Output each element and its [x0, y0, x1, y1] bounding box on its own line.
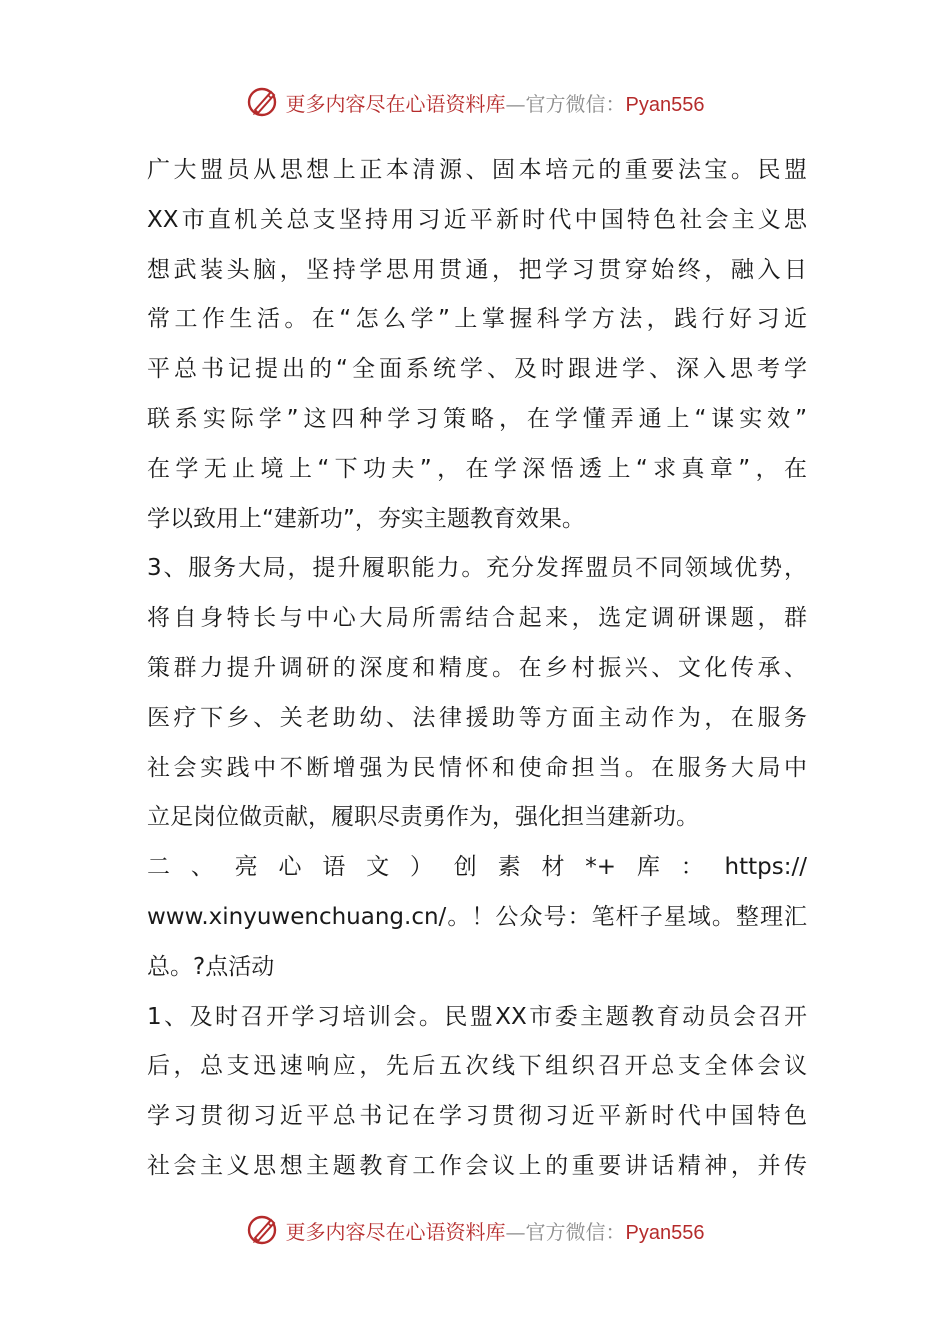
- body-line: 学习贯彻习近平总书记在学习贯彻习近平新时代中国特色: [147, 1103, 807, 1130]
- footer-watermark-banner: [0, 1210, 950, 1250]
- body-line: 联系实际学”这四种学习策略，在学懂弄通上“谋实效”: [147, 405, 807, 432]
- body-line: 策群力提升调研的深度和精度。在乡村振兴、文化传承、: [147, 654, 807, 681]
- banner-text: 更多内容尽在心语资料库—官方微信：Pyan556: [285, 91, 705, 116]
- body-line: XX市直机关总支坚持用习近平新时代中国特色社会主义思: [147, 206, 807, 233]
- body-line: 总。?点活动: [147, 953, 275, 980]
- body-line: 广大盟员从思想上正本清源、固本培元的重要法宝。民盟: [147, 157, 807, 183]
- header-watermark-banner: [0, 82, 950, 122]
- body-line: 学以致用上“建新功”，夯实主题教育效果。: [147, 505, 585, 532]
- body-line: 立足岗位做贡献，履职尽责勇作为，强化担当建新功。: [147, 804, 699, 831]
- body-line: 1、及时召开学习培训会。民盟XX市委主题教育动员会召开: [147, 1003, 807, 1030]
- body-line: www.xinyuwenchuang.cn/。！公众号：笔杆子星域。整理汇: [147, 903, 807, 930]
- pen-logo-icon: [246, 84, 282, 120]
- body-line: 医疗下乡、关老助幼、法律援助等方面主动作为，在服务: [147, 704, 807, 731]
- banner-text: 更多内容尽在心语资料库—官方微信：Pyan556: [285, 1219, 705, 1244]
- body-line: 3、服务大局，提升履职能力。充分发挥盟员不同领域优势，: [147, 555, 807, 582]
- body-line: 二、亮心语文）创素材*+库：https://: [147, 854, 807, 881]
- body-line: 平总书记提出的“全面系统学、及时跟进学、深入思考学: [147, 356, 807, 383]
- body-line: 常工作生活。在“怎么学”上掌握科学方法，践行好习近: [147, 306, 807, 333]
- body-line: 在学无止境上“下功夫”，在学深悟透上“求真章”，在: [147, 455, 807, 482]
- body-line: 想武装头脑，坚持学思用贯通，把学习贯穿始终，融入日: [147, 256, 807, 283]
- body-line: 社会实践中不断增强为民情怀和使命担当。在服务大局中: [147, 754, 807, 781]
- body-line: 社会主义思想主题教育工作会议上的重要讲话精神，并传: [147, 1152, 807, 1179]
- body-line: 后，总支迅速响应，先后五次线下组织召开总支全体会议: [147, 1053, 807, 1080]
- document-body: [147, 146, 807, 1192]
- body-line: 将自身特长与中心大局所需结合起来，选定调研课题，群: [147, 605, 807, 632]
- pen-logo-icon: [246, 1212, 282, 1248]
